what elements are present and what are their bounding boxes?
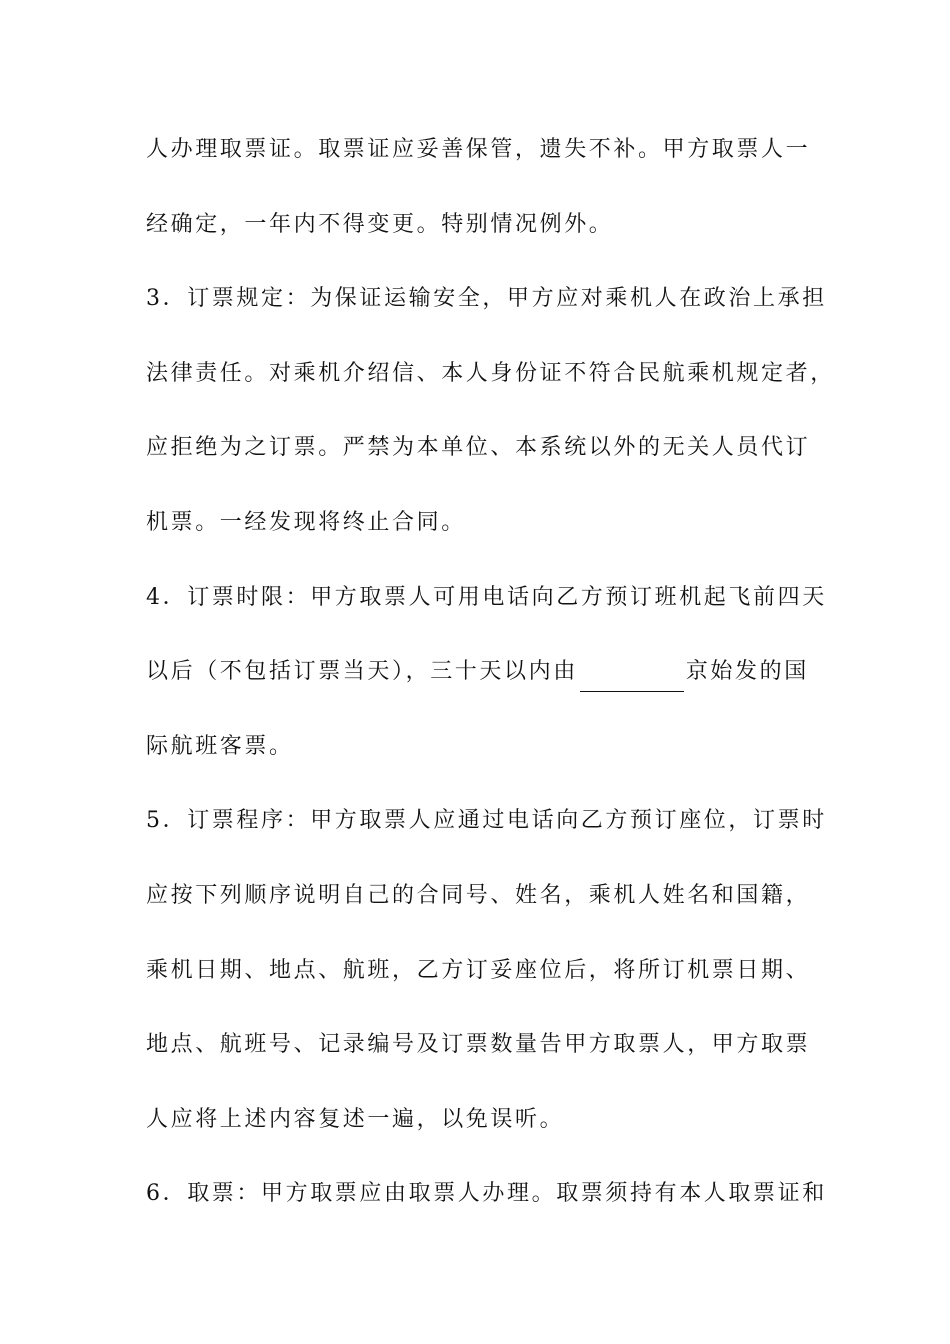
text-line: 5．订票程序：甲方取票人应通过电话向乙方预订座位，订票时 <box>146 808 827 834</box>
text-line: 机票。一经发现将终止合同。 <box>146 509 466 535</box>
fill-in-blank <box>580 665 684 692</box>
text-line: 际航班客票。 <box>146 733 294 759</box>
text-segment: 京始发的国 <box>685 659 809 685</box>
text-line: 地点、航班号、记录编号及订票数量告甲方取票人，甲方取票 <box>146 1032 811 1058</box>
text-line: 4．订票时限：甲方取票人可用电话向乙方预订班机起飞前四天 <box>146 584 827 610</box>
text-line: 法律责任。对乘机介绍信、本人身份证不符合民航乘机规定者， <box>146 360 835 386</box>
text-segment: 以后（不包括订票当天），三十天以内由 <box>146 659 578 685</box>
text-line: 3．订票规定：为保证运输安全，甲方应对乘机人在政治上承担 <box>146 286 827 312</box>
text-line: 乘机日期、地点、航班，乙方订妥座位后，将所订机票日期、 <box>146 957 811 983</box>
text-line: 人办理取票证。取票证应妥善保管，遗失不补。甲方取票人一 <box>146 137 811 162</box>
document-body <box>146 130 835 1249</box>
text-line: 应按下列顺序说明自己的合同号、姓名，乘机人姓名和国籍， <box>146 882 811 908</box>
text-line: 应拒绝为之订票。严禁为本单位、本系统以外的无关人员代订 <box>146 435 811 461</box>
text-line: 6．取票：甲方取票应由取票人办理。取票须持有本人取票证和 <box>146 1181 827 1207</box>
text-line-with-blank <box>146 652 826 727</box>
text-line: 人应将上述内容复述一遍，以免误听。 <box>146 1106 565 1132</box>
text-line: 经确定，一年内不得变更。特别情况例外。 <box>146 211 614 237</box>
